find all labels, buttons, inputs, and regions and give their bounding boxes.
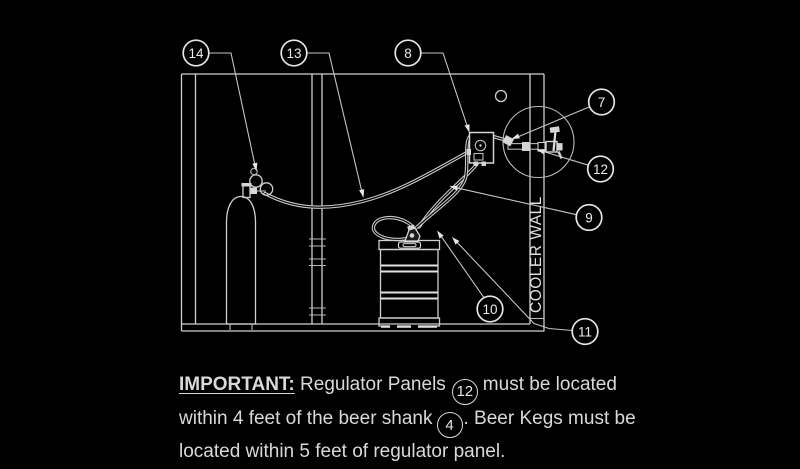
note-text: Regulator Panels [294,374,446,395]
callout-7 [589,89,615,115]
tank-regulator [250,168,273,195]
note-text: located within 5 feet of regulator panel. [179,441,506,462]
callout-12 [588,156,614,182]
keg-foot-gap [411,325,418,330]
divider-post [309,74,326,324]
svg-text:14: 14 [188,46,204,61]
callout-10 [477,296,503,322]
svg-text:7: 7 [597,95,606,110]
svg-text:13: 13 [286,46,302,61]
note-line-2 [179,405,649,439]
note-line-1 [179,371,649,405]
shank-elbow [502,135,514,146]
svg-text:8: 8 [404,46,412,61]
callout-9 [576,205,602,231]
svg-text:9: 9 [585,210,593,226]
inline-callout-12: 12 [452,379,478,405]
callout-13 [281,40,307,66]
cooler-wall-label: COOLER WALL [528,196,545,313]
note-text: within 4 feet of the beer shank [179,407,433,429]
callout-11 [572,319,598,345]
regulator-panel [467,133,494,167]
important-note [179,371,649,465]
note-heading: IMPORTANT: [179,374,295,395]
co2-tank [227,183,256,330]
wall-hole [496,91,507,102]
keg-foot-gap [390,325,397,330]
inline-callout-4: 4 [437,412,463,438]
keg-handle [399,242,421,248]
svg-text:11: 11 [577,324,593,340]
svg-text:10: 10 [482,302,498,317]
note-text: must be located [482,374,617,395]
note-text: . Beer Kegs must be [463,407,636,429]
keg [379,241,440,330]
shank-nut [522,142,530,151]
note-line-3 [179,438,649,465]
callout-8 [395,40,421,66]
callout-14 [183,40,209,66]
svg-text:12: 12 [592,162,609,177]
